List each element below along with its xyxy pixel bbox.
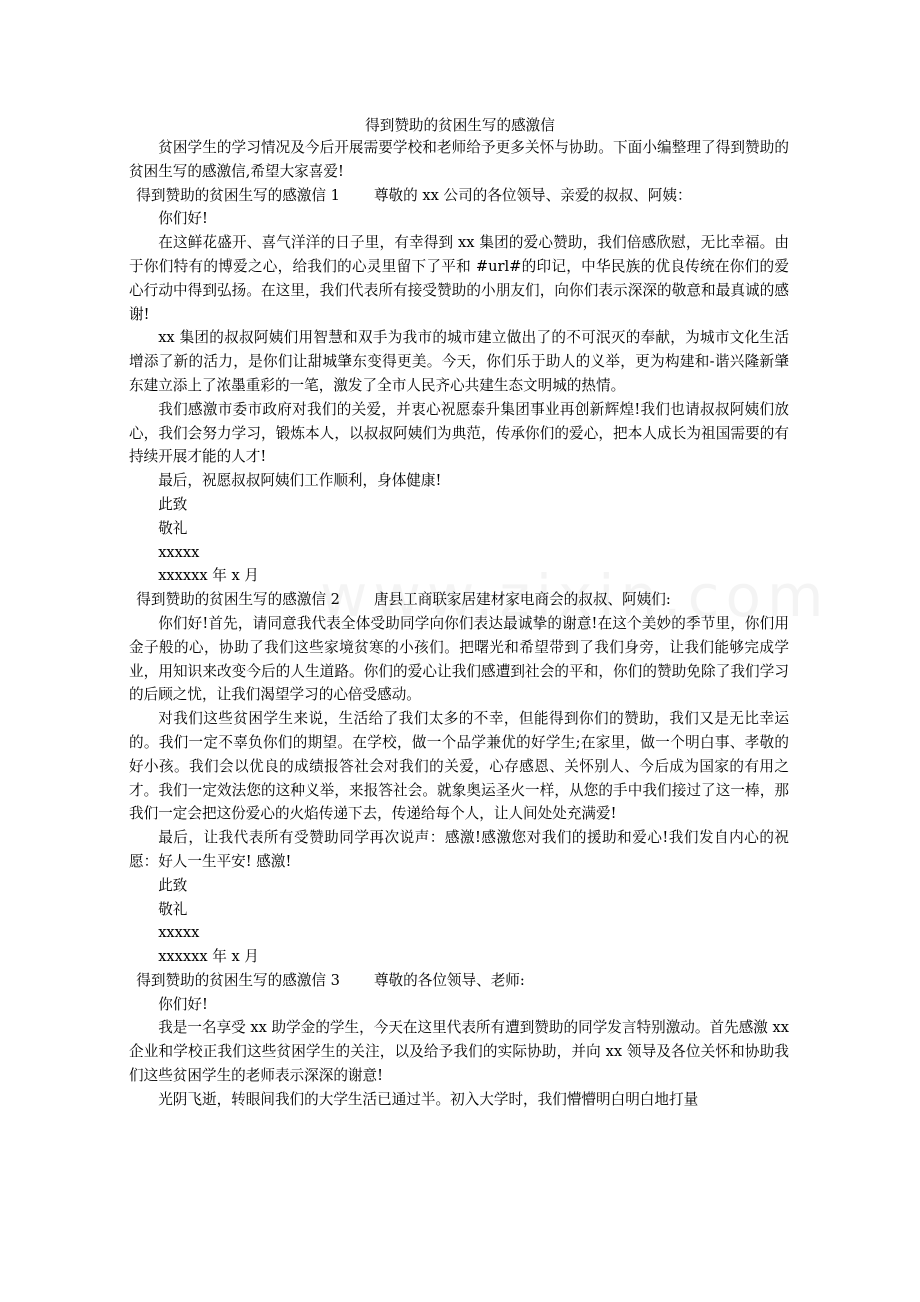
- letter-paragraph: 在这鲜花盛开、喜气洋洋的日子里，有幸得到 xx 集团的爱心赞助，我们倍感欣慰，无比幸福。由于你们特有的博爱之心，给我们的心灵里留下了平和 #url#的印记，中华民族的优良传统在你们的爱心行动中得到弘扬。在这里，我们代表所有接受赞助的小朋友们，向你们表示深深的敬意和最真诚的感谢!: [129, 234, 789, 323]
- letter-heading: [129, 588, 789, 612]
- letter-closing: 敬礼: [158, 900, 188, 918]
- letter-date: xxxxxx 年 x 月: [158, 567, 259, 585]
- letter-paragraph: 最后，让我代表所有受赞助同学再次说声：感激!感激您对我们的援助和爱心!我们发自内心的祝愿：好人一生平安! 感激!: [129, 829, 789, 870]
- letter-paragraph: 我们感激市委市政府对我们的关爱，并衷心祝愿泰升集团事业再创新辉煌!我们也请叔叔阿姨们放心，我们会努力学习，锻炼本人，以叔叔阿姨们为典范，传承你们的爱心，把本人成长为祖国需要的有持续开展才能的人才!: [129, 400, 789, 466]
- letter-salutation: 尊敬的 xx 公司的各位领导、亲爱的叔叔、阿姨：: [373, 186, 692, 204]
- letter-title: 得到赞助的贫困生写的感激信 1: [136, 186, 340, 204]
- letter-salutation: 尊敬的各位领导、老师:: [373, 971, 525, 989]
- letter-greeting: 你们好!: [158, 210, 208, 228]
- letter-date: xxxxxx 年 x 月: [158, 948, 259, 966]
- letter-closing: 敬礼: [158, 519, 188, 537]
- letter-signature: xxxxx: [158, 543, 200, 561]
- letter-salutation: 唐县工商联家居建材家电商会的叔叔、阿姨们:: [373, 591, 671, 609]
- letter-signature: xxxxx: [158, 924, 200, 942]
- document-body: [129, 136, 789, 1112]
- intro-paragraph: 贫困学生的学习情况及今后开展需要学校和老师给予更多关怀与协助。下面小编整理了得到赞助的贫困生写的感激信,希望大家喜爱!: [129, 139, 789, 180]
- letter-paragraph: xx 集团的叔叔阿姨们用智慧和双手为我市的城市建立做出了的不可泯灭的奉献，为城市文化生活增添了新的活力，是你们让甜城肇东变得更美。今天，你们乐于助人的义举，更为构建和-谐兴隆新肇东建立添上了浓墨重彩的一笔，激发了全市人民齐心共建生态文明城的热情。: [129, 329, 789, 394]
- letter-paragraph: 最后，祝愿叔叔阿姨们工作顺利，身体健康!: [158, 472, 442, 490]
- letter-closing: 此致: [158, 495, 188, 513]
- document-title: 得到赞助的贫困生写的感激信: [365, 117, 555, 134]
- letter-title: 得到赞助的贫困生写的感激信 2: [136, 591, 340, 609]
- letter-greeting: 你们好!: [158, 995, 208, 1013]
- letter-heading: [129, 184, 789, 208]
- letter-paragraph: 你们好!首先，请同意我代表全体受助同学向你们表达最诚挚的谢意!在这个美妙的季节里，你们用金子般的心，协助了我们这些家境贫寒的小孩们。把曙光和希望带到了我们身旁，让我们能够完成学业，用知识来改变今后的人生道路。你们的爱心让我们感遭到社会的平和，你们的赞助免除了我们学习的后顾之忧，让我们渴望学习的心倍受感动。: [129, 614, 789, 704]
- letter-heading: [129, 969, 789, 993]
- letter-paragraph: 光阴飞逝，转眼间我们的大学生活已通过半。初入大学时，我们懵懵明白明白地打量: [158, 1090, 699, 1108]
- letter-paragraph: 我是一名享受 xx 助学金的学生，今天在这里代表所有遭到赞助的同学发言特别激动。首先感激 xx 企业和学校正我们这些贫困学生的关注，以及给予我们的实际协助，并向 xx 领导及各位关怀和协助我们这些贫困学生的老师表示深深的谢意!: [129, 1019, 789, 1085]
- letter-closing: 此致: [158, 876, 188, 894]
- letter-paragraph: 对我们这些贫困学生来说，生活给了我们太多的不幸，但能得到你们的赞助，我们又是无比幸运的。我们一定不辜负你们的期望。在学校，做一个品学兼优的好学生;在家里，做一个明白事、孝敬的好小孩。我们会以优良的成绩报答社会对我们的关爱，心存感恩、关怀别人、今后成为国家的有用之才。我们一定效法您的这种义举，来报答社会。就象奥运圣火一样，从您的手中我们接过了这一棒，那我们一定会把这份爱心的火焰传递下去，传递给每个人，让人间处处充满爱!: [129, 710, 789, 823]
- letter-title: 得到赞助的贫困生写的感激信 3: [136, 971, 340, 989]
